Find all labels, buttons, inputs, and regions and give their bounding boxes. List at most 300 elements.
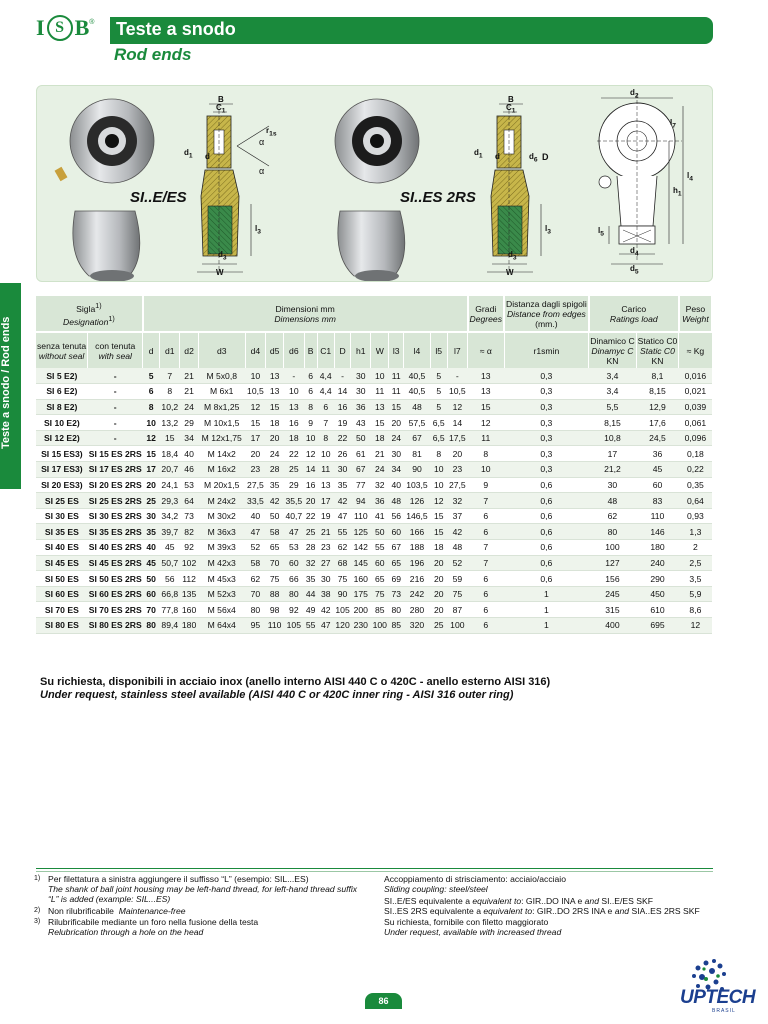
table-cell: 290 [636, 571, 679, 587]
table-cell: 52 [245, 540, 265, 556]
table-cell: 32 [447, 493, 467, 509]
table-cell: 20 [245, 446, 265, 462]
table-cell: 62 [334, 540, 351, 556]
page-subtitle: Rod ends [114, 45, 192, 64]
table-cell: 47 [334, 508, 351, 524]
table-cell: 25 [143, 493, 160, 509]
table-cell: 9 [468, 477, 504, 493]
dim-bigd-right: D [542, 152, 549, 162]
table-cell: SI 70 ES [36, 602, 88, 618]
table-cell: 0,3 [504, 446, 589, 462]
table-cell: 20 [430, 586, 447, 602]
table-cell: 6 [143, 384, 160, 400]
table-cell: 0,6 [504, 540, 589, 556]
dim-w-right: W [506, 268, 514, 277]
table-cell: 80 [389, 602, 404, 618]
table-cell: 16 [334, 399, 351, 415]
table-cell: 98 [266, 602, 284, 618]
table-cell: 10 [430, 477, 447, 493]
uptech-subtitle: BRASIL [712, 1008, 736, 1014]
table-row [36, 462, 712, 478]
table-cell: 10 [245, 368, 265, 384]
table-cell: 21,2 [589, 462, 636, 478]
table-cell: - [284, 368, 304, 384]
table-cell: 14 [447, 415, 467, 431]
table-cell: 4,4 [317, 384, 334, 400]
table-cell: 34 [180, 430, 198, 446]
table-cell: 20 [430, 571, 447, 587]
table-cell: 77,8 [160, 602, 180, 618]
table-cell: SI 5 E2) [36, 368, 88, 384]
table-cell: 58 [266, 524, 284, 540]
header-distance: Distanza dagli spigoli Distance from edges (mm.) [504, 296, 589, 332]
table-cell: 40 [180, 446, 198, 462]
table-cell: 22 [284, 446, 304, 462]
table-body [36, 368, 712, 633]
table-cell: M 6x1 [198, 384, 245, 400]
table-cell: 100 [589, 540, 636, 556]
table-cell: 12 [304, 446, 317, 462]
table-cell: 4,4 [317, 368, 334, 384]
table-cell: 175 [351, 586, 371, 602]
table-cell: SI 50 ES [36, 571, 88, 587]
table-cell: 0,18 [679, 446, 712, 462]
table-cell: 20 [266, 430, 284, 446]
table-cell: 21 [317, 524, 334, 540]
table-cell: 20 [304, 493, 317, 509]
table-cell: 200 [351, 602, 371, 618]
table-cell: 16 [304, 477, 317, 493]
subheader-d6: d6 [284, 332, 304, 368]
table-cell: 21 [180, 368, 198, 384]
table-cell: 6 [304, 384, 317, 400]
table-cell: 25 [284, 462, 304, 478]
product-figure-panel [36, 85, 713, 282]
table-cell: SI 80 ES 2RS [88, 618, 143, 634]
table-cell: - [88, 399, 143, 415]
table-cell: 35 [266, 477, 284, 493]
table-cell: 240 [636, 555, 679, 571]
dim-c1-right: $C_1$ [506, 103, 516, 115]
header-designation: Sigla$^{1)}$ Designation$^{1)}$ [36, 296, 143, 332]
table-cell: 180 [636, 540, 679, 556]
table-cell: 25 [430, 618, 447, 634]
table-cell: 10 [468, 462, 504, 478]
table-cell: 102 [180, 555, 198, 571]
table-cell: 18 [430, 540, 447, 556]
table-cell: 12 [468, 415, 504, 431]
table-cell: 53 [180, 477, 198, 493]
subheader-kg: ≈ Kg [679, 332, 712, 368]
table-cell: 35 [304, 571, 317, 587]
table-cell: 160 [351, 571, 371, 587]
table-cell: 55 [334, 524, 351, 540]
header-degrees: Gradi Degrees [468, 296, 504, 332]
dim-w-left: W [216, 268, 224, 277]
table-cell: 2,5 [679, 555, 712, 571]
table-cell: 230 [351, 618, 371, 634]
table-group-header [36, 296, 712, 332]
table-cell: 60 [636, 477, 679, 493]
table-cell: 400 [589, 618, 636, 634]
logo-letter-s: S [47, 15, 73, 41]
table-cell: SI 45 ES [36, 555, 88, 571]
table-cell: 70 [245, 586, 265, 602]
table-cell: 110 [351, 508, 371, 524]
table-cell: SI 25 ES [36, 493, 88, 509]
table-cell: M 20x1,5 [198, 477, 245, 493]
table-cell: 1 [504, 618, 589, 634]
table-cell: 12,9 [636, 399, 679, 415]
logo-letter-i: I [36, 15, 45, 40]
dim-r-left: $r_{1s}$ [266, 126, 277, 138]
dim-l4-front: $l_4$ [687, 171, 693, 183]
table-cell: 80 [143, 618, 160, 634]
table-cell: 0,35 [679, 477, 712, 493]
logo-registered: ® [89, 18, 95, 26]
table-cell: 0,021 [679, 384, 712, 400]
table-row [36, 384, 712, 400]
table-cell: M 39x3 [198, 540, 245, 556]
table-cell: 27,5 [245, 477, 265, 493]
table-cell: 5,5 [589, 399, 636, 415]
table-cell: SI 40 ES 2RS [88, 540, 143, 556]
dim-l5-front: $l_5$ [598, 226, 604, 238]
table-cell: M 24x2 [198, 493, 245, 509]
subheader-w: W [371, 332, 389, 368]
table-cell: 30 [351, 384, 371, 400]
dim-l7-front: $l_7$ [670, 118, 676, 130]
table-cell: 65 [389, 555, 404, 571]
table-cell: 320 [404, 618, 431, 634]
table-cell: 17 [245, 430, 265, 446]
table-cell: 6,5 [430, 415, 447, 431]
table-cell: 75 [371, 586, 389, 602]
table-cell: 11 [317, 462, 334, 478]
header-load: Carico Ratings load [589, 296, 679, 332]
table-row [36, 508, 712, 524]
table-cell: SI 35 ES [36, 524, 88, 540]
table-cell: 83 [636, 493, 679, 509]
table-cell: M 14x2 [198, 446, 245, 462]
table-cell: 67 [404, 430, 431, 446]
table-cell: 88 [266, 586, 284, 602]
table-cell: M 8x1,25 [198, 399, 245, 415]
table-cell: 68 [334, 555, 351, 571]
table-cell: 15 [143, 446, 160, 462]
table-cell: 50 [266, 508, 284, 524]
table-cell: 0,3 [504, 399, 589, 415]
table-cell: 50 [371, 524, 389, 540]
table-cell: 196 [404, 555, 431, 571]
rod-end-spec-table [36, 296, 713, 634]
table-cell: 40,5 [404, 384, 431, 400]
table-cell: 16 [284, 415, 304, 431]
table-cell: 0,6 [504, 508, 589, 524]
table-cell: 12 [430, 493, 447, 509]
table-cell: 35,5 [284, 493, 304, 509]
table-cell: 0,039 [679, 399, 712, 415]
rod-end-section-right [487, 98, 541, 272]
table-cell: 75 [266, 571, 284, 587]
table-cell: 13 [284, 399, 304, 415]
table-cell: 28 [304, 540, 317, 556]
table-cell: M 45x3 [198, 571, 245, 587]
table-cell: 24 [266, 446, 284, 462]
table-cell: 25 [304, 524, 317, 540]
table-cell: 180 [180, 618, 198, 634]
dim-d1-left: $d_1$ [184, 148, 193, 160]
dim-d2-front: $d_2$ [630, 88, 639, 100]
table-cell: 105 [334, 602, 351, 618]
table-cell: 40 [389, 477, 404, 493]
dim-alpha-left-top: α [259, 137, 265, 147]
table-cell: SI 60 ES 2RS [88, 586, 143, 602]
table-cell: 24,1 [160, 477, 180, 493]
table-cell: 125 [351, 524, 371, 540]
table-cell: 245 [589, 586, 636, 602]
table-cell: 126 [404, 493, 431, 509]
table-cell: 135 [180, 586, 198, 602]
table-cell: 40,5 [404, 368, 431, 384]
table-cell: 242 [404, 586, 431, 602]
subheader-bigd: D [334, 332, 351, 368]
dim-d-left: d [205, 152, 210, 161]
table-cell: 52 [447, 555, 467, 571]
table-cell: 13 [266, 384, 284, 400]
table-cell: 0,64 [679, 493, 712, 509]
table-cell: 15 [266, 399, 284, 415]
table-cell: 62 [589, 508, 636, 524]
table-cell: 17 [143, 462, 160, 478]
subheader-d4: d4 [245, 332, 265, 368]
table-cell: 7 [468, 555, 504, 571]
table-cell: 27 [317, 555, 334, 571]
table-cell: 6 [468, 586, 504, 602]
table-cell: 3,4 [589, 368, 636, 384]
table-cell: 30 [334, 462, 351, 478]
subheader-alpha: ≈ α [468, 332, 504, 368]
subheader-l5: l5 [430, 332, 447, 368]
table-cell: 20 [143, 477, 160, 493]
table-cell: 20 [447, 446, 467, 462]
table-cell: M 5x0,8 [198, 368, 245, 384]
table-cell: 8 [317, 430, 334, 446]
table-cell: M 42x3 [198, 555, 245, 571]
table-cell: SI 50 ES 2RS [88, 571, 143, 587]
table-cell: 0,061 [679, 415, 712, 431]
table-row [36, 415, 712, 431]
table-cell: 8,6 [679, 602, 712, 618]
table-cell: 30 [143, 508, 160, 524]
subheader-l7: l7 [447, 332, 467, 368]
table-cell: 9 [304, 415, 317, 431]
table-cell: 18 [266, 415, 284, 431]
table-cell: SI 35 ES 2RS [88, 524, 143, 540]
table-cell: 13 [317, 477, 334, 493]
subheader-without-seal: senza tenuta without seal [36, 332, 88, 368]
table-cell: 17 [317, 493, 334, 509]
table-cell: 8 [468, 446, 504, 462]
table-cell: 58 [245, 555, 265, 571]
table-cell: 75 [447, 586, 467, 602]
table-cell: 48 [589, 493, 636, 509]
table-cell: 127 [589, 555, 636, 571]
header-weight: Peso Weight [679, 296, 712, 332]
table-cell: 50 [351, 430, 371, 446]
table-cell: 40,7 [284, 508, 304, 524]
table-cell: 60 [389, 524, 404, 540]
table-cell: 92 [180, 540, 198, 556]
table-cell: 0,6 [504, 555, 589, 571]
table-cell: 8 [143, 399, 160, 415]
table-cell: 110 [636, 508, 679, 524]
table-cell: - [334, 368, 351, 384]
table-cell: 20,7 [160, 462, 180, 478]
table-cell: 0,6 [504, 524, 589, 540]
subheader-d: d [143, 332, 160, 368]
table-cell: 60 [371, 555, 389, 571]
footnote-2: 2) Non rilubrificabile Maintenance-free [34, 906, 186, 916]
table-cell: 3,5 [679, 571, 712, 587]
page-title: Teste a snodo [110, 17, 713, 44]
dim-b-right: B [508, 95, 514, 104]
table-cell: 8,1 [636, 368, 679, 384]
table-cell: M 52x3 [198, 586, 245, 602]
table-cell: 3,4 [589, 384, 636, 400]
table-cell: 12 [679, 618, 712, 634]
table-cell: 73 [180, 508, 198, 524]
table-cell: 156 [589, 571, 636, 587]
table-cell: 27,5 [447, 477, 467, 493]
table-cell: 5 [430, 399, 447, 415]
table-cell: 10 [430, 462, 447, 478]
dim-d1-right: $d_1$ [474, 148, 483, 160]
subheader-l4: l4 [404, 332, 431, 368]
table-cell: 24,5 [636, 430, 679, 446]
table-cell: 29 [180, 415, 198, 431]
table-cell: 82 [180, 524, 198, 540]
table-cell: SI 30 ES [36, 508, 88, 524]
table-cell: 10 [304, 430, 317, 446]
stainless-note-en: Under request, stainless steel available (AISI 440 C or 420C inner ring - AISI 316 outer ring) [40, 689, 514, 701]
table-cell: 41 [371, 508, 389, 524]
table-cell: 95 [245, 618, 265, 634]
table-cell: 2 [679, 540, 712, 556]
table-cell: 0,016 [679, 368, 712, 384]
table-cell: 13 [266, 368, 284, 384]
table-cell: 65 [371, 571, 389, 587]
table-cell: 77 [351, 477, 371, 493]
dim-alpha-left-bottom: α [259, 166, 265, 176]
table-cell: SI 17 ES 2RS [88, 462, 143, 478]
table-cell: SI 70 ES 2RS [88, 602, 143, 618]
table-cell: 7 [468, 540, 504, 556]
table-cell: 30 [389, 446, 404, 462]
table-cell: 20 [389, 415, 404, 431]
table-cell: 50,7 [160, 555, 180, 571]
table-cell: 42 [317, 602, 334, 618]
table-cell: 30 [351, 368, 371, 384]
table-cell: 81 [404, 446, 431, 462]
table-cell: 36 [636, 446, 679, 462]
table-cell: 23 [447, 462, 467, 478]
table-cell: 75 [334, 571, 351, 587]
footnote-3: 3) Rilubrificabile mediante un foro nella fusione della testa Relubrication through a hole on the head [34, 917, 259, 938]
table-cell: 48 [404, 399, 431, 415]
table-cell: M 12x1,75 [198, 430, 245, 446]
table-cell: 14 [334, 384, 351, 400]
table-cell: SI 25 ES 2RS [88, 493, 143, 509]
table-cell: 35 [143, 524, 160, 540]
table-cell: SI 60 ES [36, 586, 88, 602]
table-cell: 112 [180, 571, 198, 587]
table-cell: 85 [371, 602, 389, 618]
dim-d-right: d [495, 152, 500, 161]
table-cell: 67 [389, 540, 404, 556]
table-cell: 11 [389, 384, 404, 400]
table-cell: 34 [389, 462, 404, 478]
table-row [36, 399, 712, 415]
table-cell: 11 [389, 368, 404, 384]
table-cell: 36 [351, 399, 371, 415]
table-cell: 66,8 [160, 586, 180, 602]
table-cell: 53 [284, 540, 304, 556]
table-row [36, 555, 712, 571]
table-cell: 17 [589, 446, 636, 462]
table-cell: 29 [284, 477, 304, 493]
table-cell: 10 [317, 446, 334, 462]
table-cell: 56 [389, 508, 404, 524]
table-cell: 43 [351, 415, 371, 431]
table-cell: 7 [468, 493, 504, 509]
table-cell: 6 [468, 508, 504, 524]
table-cell: 10,2 [160, 399, 180, 415]
table-cell: 13 [468, 384, 504, 400]
table-cell: 10,5 [447, 384, 467, 400]
table-row [36, 493, 712, 509]
table-cell: 49 [304, 602, 317, 618]
table-cell: - [88, 415, 143, 431]
table-cell: 146 [636, 524, 679, 540]
table-cell: 20 [430, 555, 447, 571]
table-cell: 55 [304, 618, 317, 634]
subheader-d2: d2 [180, 332, 198, 368]
table-cell: 69 [389, 571, 404, 587]
table-cell: 30 [589, 477, 636, 493]
table-cell: 0,93 [679, 508, 712, 524]
table-cell: 20 [430, 602, 447, 618]
table-cell: 1,3 [679, 524, 712, 540]
table-cell: 120 [334, 618, 351, 634]
table-cell: 28 [266, 462, 284, 478]
table-cell: 60 [284, 555, 304, 571]
table-cell: 0,22 [679, 462, 712, 478]
note-increased-thread: Su richiesta, fornibile con filetto maggiorato Under request, available with increased thread [384, 917, 562, 938]
table-cell: 32 [304, 555, 317, 571]
table-cell: 94 [351, 493, 371, 509]
table-cell: 6 [468, 524, 504, 540]
table-cell: 87 [447, 602, 467, 618]
table-cell: 0,6 [504, 477, 589, 493]
table-cell: 10 [143, 415, 160, 431]
table-cell: SI 10 E2) [36, 415, 88, 431]
table-row [36, 602, 712, 618]
table-cell: 188 [404, 540, 431, 556]
isb-logo [36, 14, 104, 42]
table-cell: 30 [317, 571, 334, 587]
table-cell: 42 [266, 493, 284, 509]
